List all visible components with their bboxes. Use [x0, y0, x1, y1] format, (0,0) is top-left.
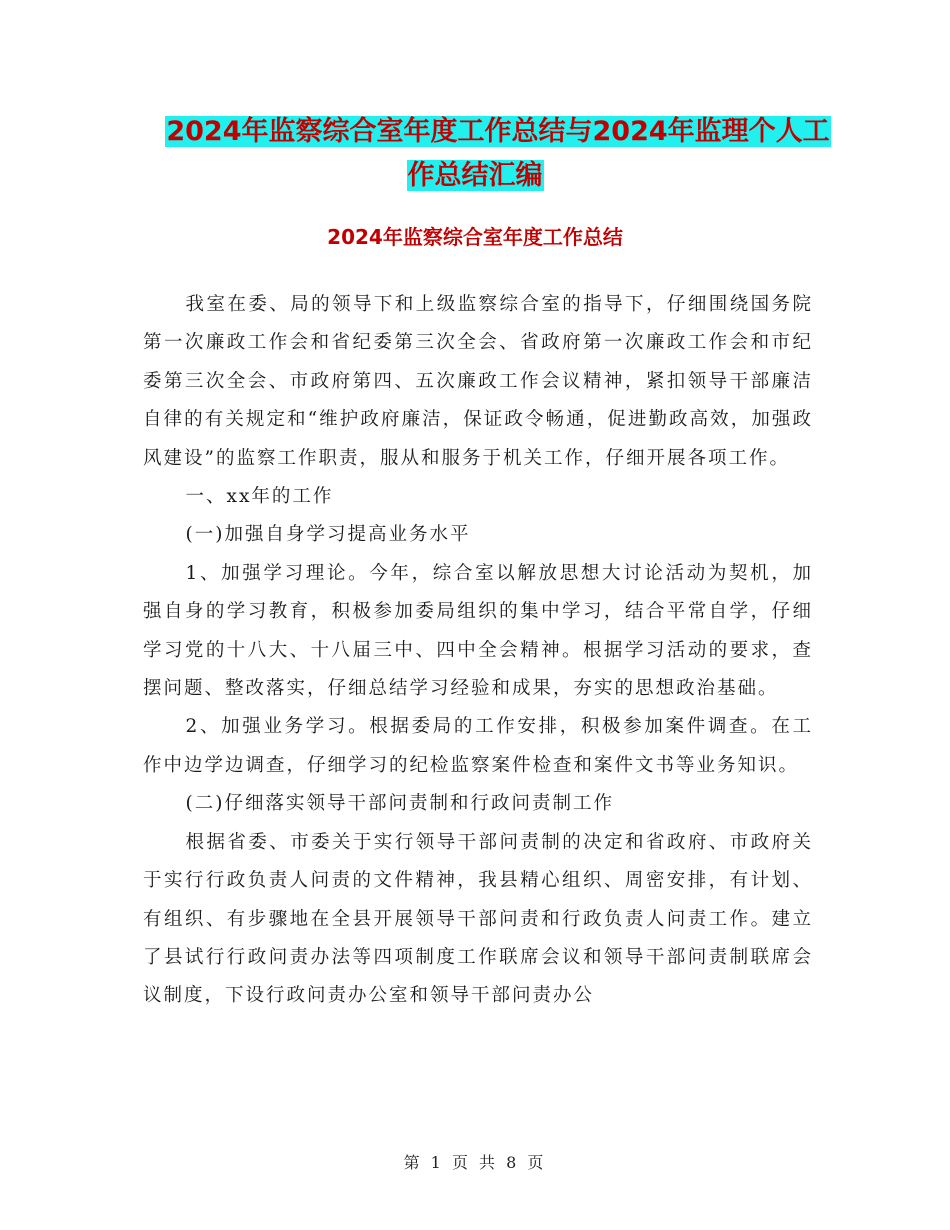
paragraph: 根据省委、市委关于实行领导干部问责制的决定和省政府、市政府关于实行行政负责人问责的文件精神，我县精心组织、周密安排，有计划、有组织、有步骤地在全县开展领导干部问责和行政负责人问责工作。建立了县试行行政问责办法等四项制度工作联席会议和领导干部问责制联席会议制度，下设行政问责办公室和领导干部问责办公: [143, 831, 813, 1007]
document-title-line1: 2024年监察综合室年度工作总结与2024年监理个人工: [166, 116, 830, 147]
section-title: 2024年监察综合室年度工作总结: [327, 225, 623, 249]
paragraph: (二)仔细落实领导干部问责制和行政问责制工作: [185, 793, 614, 815]
paragraph: 一、xx年的工作: [185, 486, 334, 508]
body-text: [143, 286, 813, 1016]
paragraph: 我室在委、局的领导下和上级监察综合室的指导下，仔细围绕国务院第一次廉政工作会和省纪委第三次全会、省政府第一次廉政工作会和市纪委第三次全会、市政府第四、五次廉政工作会议精神，紧扣领导干部廉洁自律的有关规定和“维护政府廉洁，保证政令畅通，促进勤政高效，加强政风建设”的监察工作职责，服从和服务于机关工作，仔细开展各项工作。: [143, 294, 813, 469]
paragraph: 2、加强业务学习。根据委局的工作安排，积极参加案件调查。在工作中边学边调查，仔细学习的纪检监察案件检查和案件文书等业务知识。: [143, 716, 813, 776]
page-footer: 第 1 页 共 8 页: [403, 1153, 547, 1172]
document-title-line2: 作总结汇编: [407, 160, 543, 191]
paragraph: 1、加强学习理论。今年，综合室以解放思想大讨论活动为契机，加强自身的学习教育，积极参加委局组织的集中学习，结合平常自学，仔细学习党的十八大、十八届三中、四中全会精神。根据学习活动的要求，查摆问题、整改落实，仔细总结学习经验和成果，夯实的思想政治基础。: [143, 562, 813, 700]
paragraph: (一)加强自身学习提高业务水平: [185, 524, 471, 546]
